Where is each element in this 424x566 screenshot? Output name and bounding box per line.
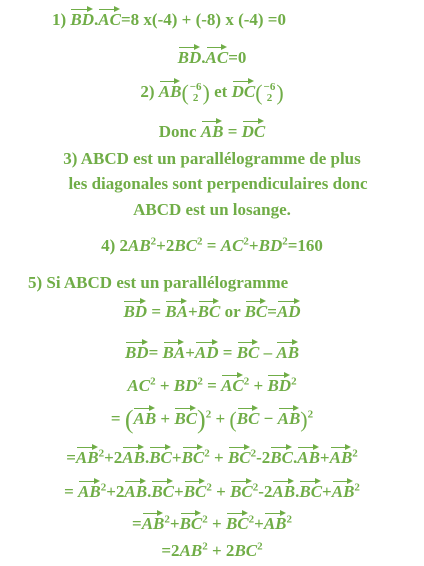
answer-5-heading: 5) Si ABCD est un parallélogramme (28, 273, 289, 292)
answer-2-vectors: 2) AB( −6 2 ) et DC( −6 2 ) (0, 78, 424, 104)
answer-1-scalar-product: 1) BD.AC=8 x(-4) + (-8) x (-4) =0 (52, 6, 424, 31)
answer-3-line-3: ABCD est un losange. (133, 200, 291, 219)
answer-5-developed-reordered: = $AB^2+2AB.BC+BC^2 + BC^2-2AB.BC+AB^2$ (0, 478, 424, 503)
answer-1-result: BD.AC=0 (0, 44, 424, 69)
vector-dc-coordinates: −6 2 (263, 81, 276, 105)
answer-5-expansion: = (AB + BC)$^2$ + (BC − AB)$^2$ (110, 405, 314, 435)
answer-3-line-1: 3) ABCD est un parallélogramme de plus (63, 149, 361, 168)
answer-3-line-2: les diagonales sont perpendiculaires donc (68, 174, 368, 193)
answer-2-conclusion: Donc AB = DC (0, 118, 424, 143)
answer-4-equation: 4) $2AB^2+2BC^2 = AC^2+BD^2=160$ (101, 235, 323, 255)
vector-ab-coordinates: −6 2 (189, 81, 202, 105)
answer-5-bd-decomposition: BD= BA+AD = BC – AB (0, 339, 424, 364)
answer-5-final: $=2AB^2 + 2BC^2$ (161, 540, 263, 560)
answer-5-simplified: $=AB^2+BC^2 + BC^2+AB^2$ (0, 510, 424, 535)
answer-5-chasles: BD = BA+BC or BC=AD (0, 298, 424, 323)
answer-5-developed: $=AB^2+2AB.BC+BC^2 + BC^2-2BC.AB+AB^2$ (0, 444, 424, 469)
answer-5-squares: $AC^2 + BD^2 = AC^2 + BD^2$ (0, 372, 424, 397)
